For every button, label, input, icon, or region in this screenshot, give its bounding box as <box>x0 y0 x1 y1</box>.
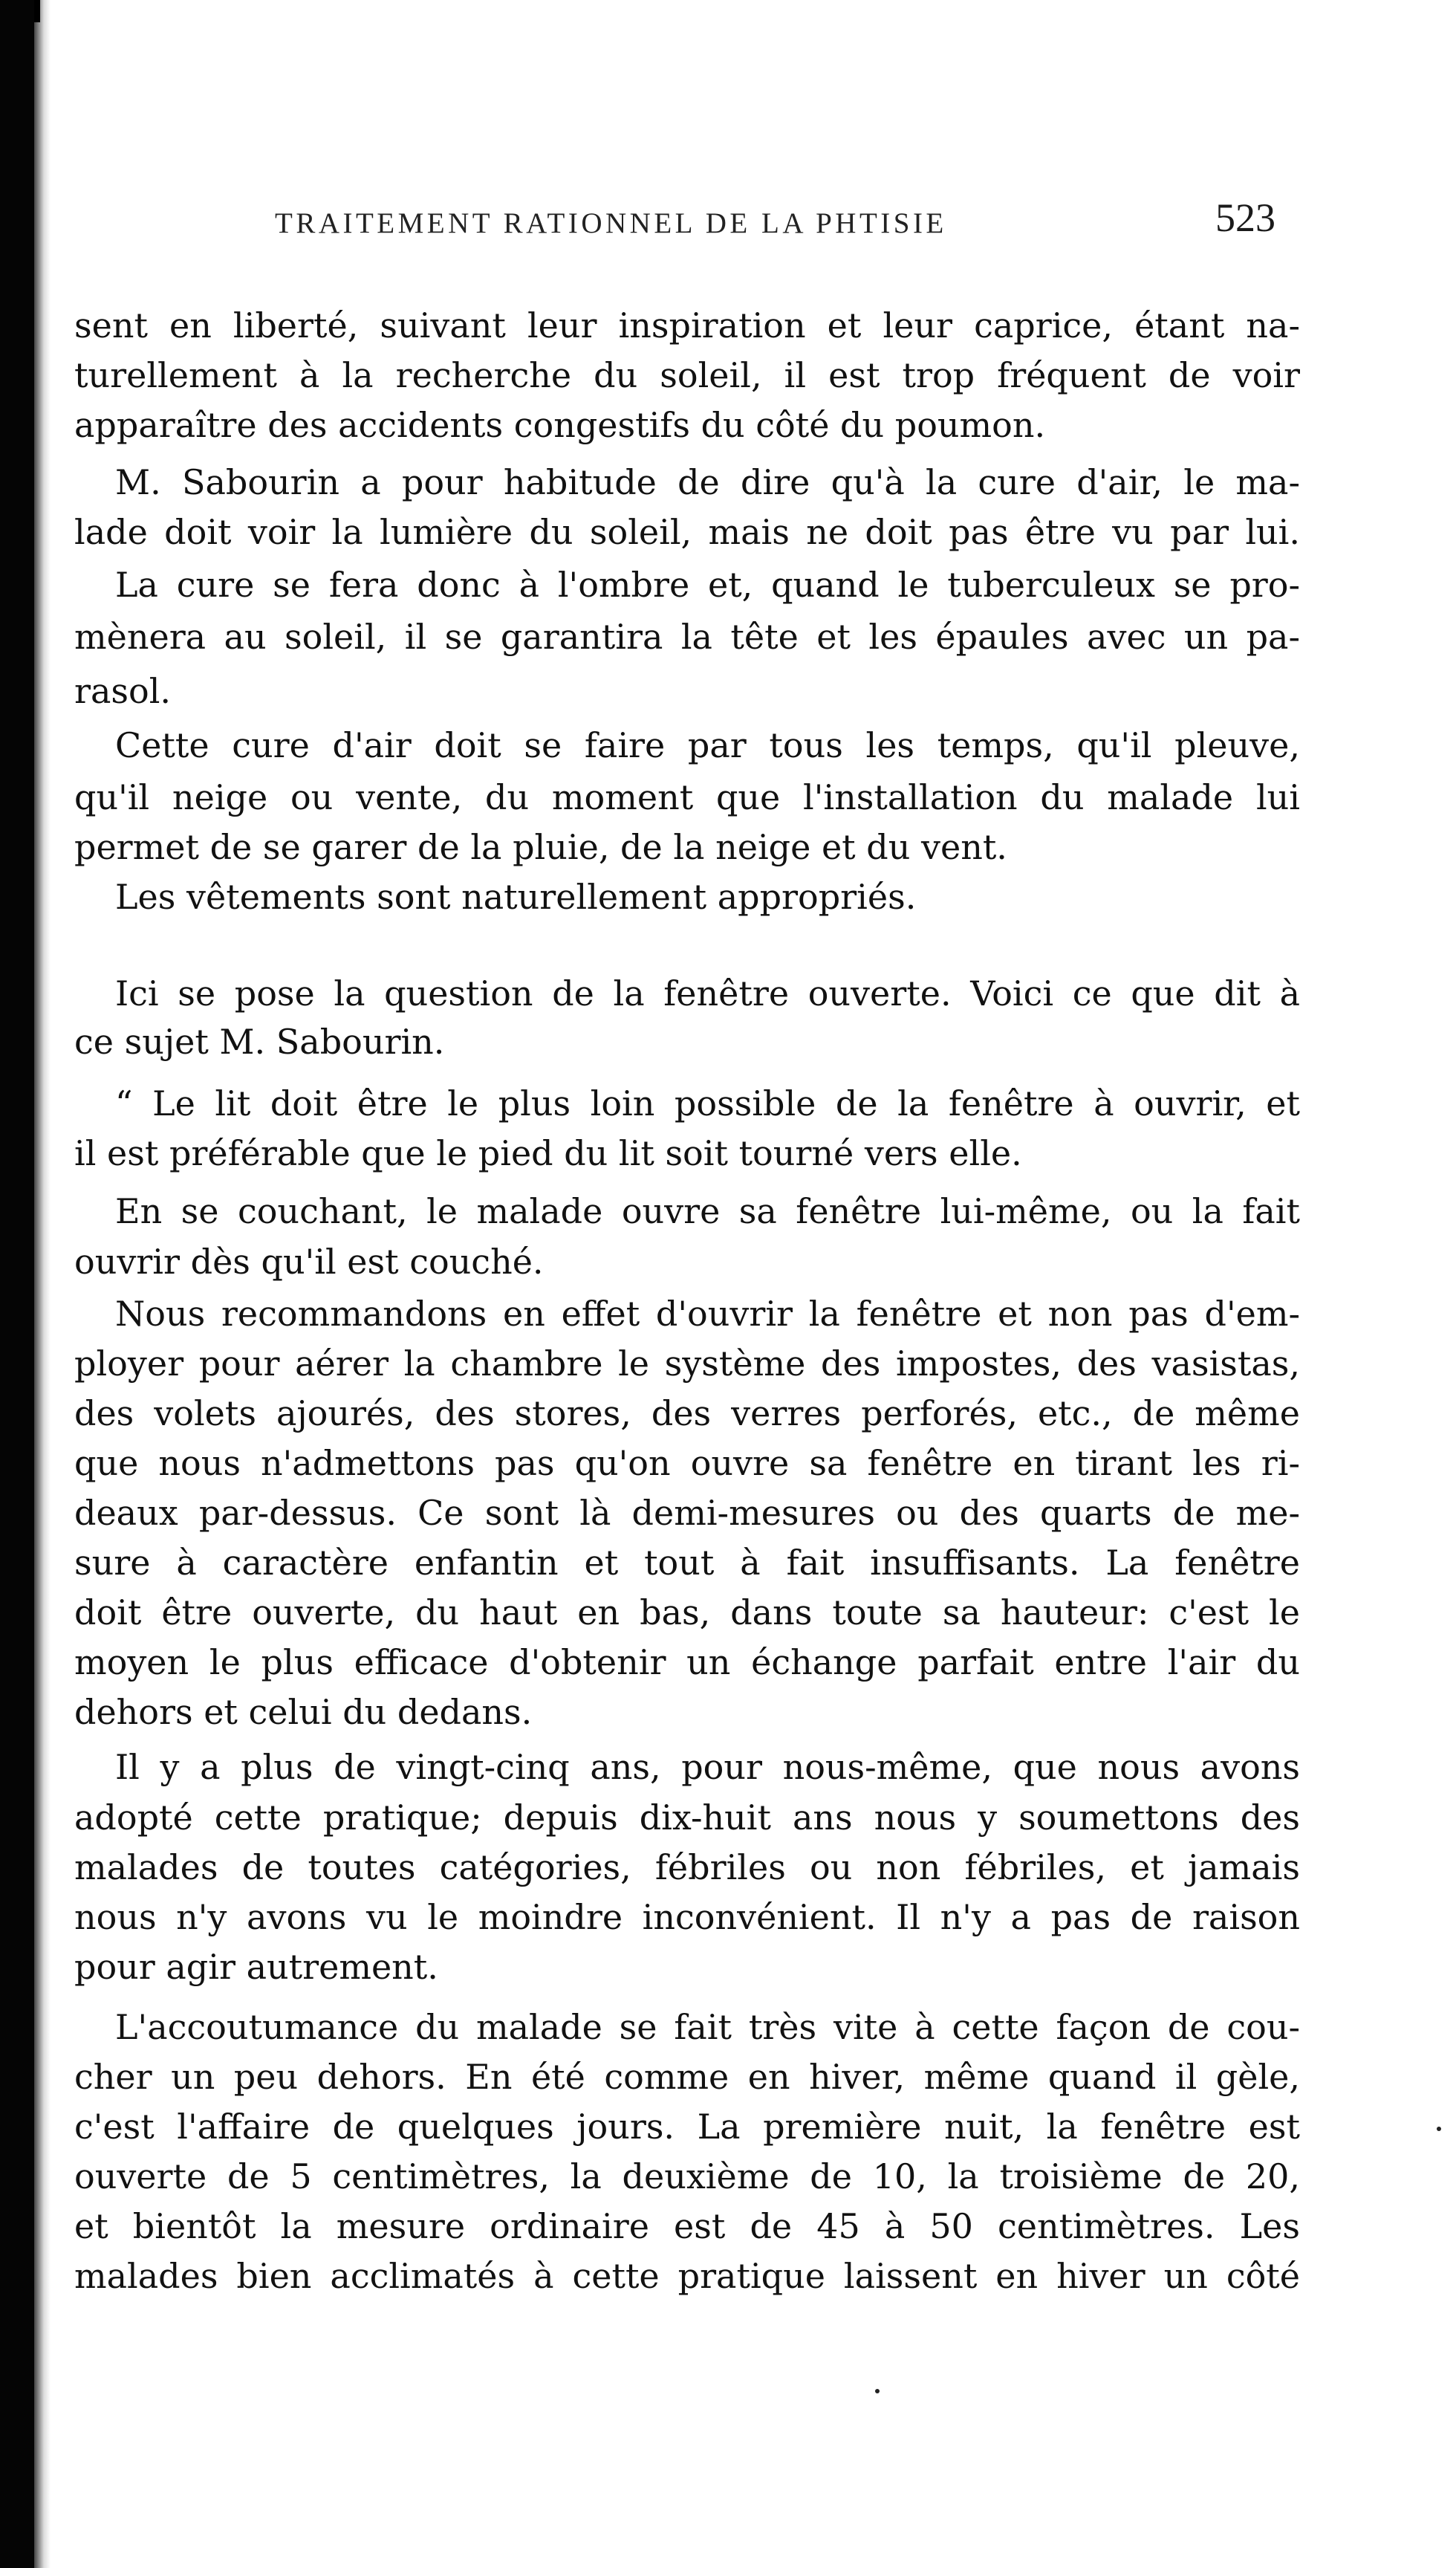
text-line: En se couchant, le malade ouvre sa fenêtre lui-même, ou la fait <box>115 1191 1300 1231</box>
scan-speck <box>1437 2127 1441 2131</box>
text-line: doit être ouverte, du haut en bas, dans toute sa hauteur: c'est le <box>74 1592 1300 1632</box>
text-line: lade doit voir la lumière du soleil, mais ne doit pas être vu par lui. <box>74 512 1300 552</box>
text-line: “ Le lit doit être le plus loin possible de la fenêtre à ouvrir, et <box>115 1083 1300 1124</box>
text-line: pour agir autrement. <box>74 1947 438 1987</box>
text-line: La cure se fera donc à l'ombre et, quand le tuberculeux se pro- <box>115 565 1300 605</box>
text-line: cher un peu dehors. En été comme en hiver, même quand il gèle, <box>74 2057 1300 2097</box>
text-line: malades bien acclimatés à cette pratique laissent en hiver un côté <box>74 2256 1300 2296</box>
text-line: ployer pour aérer la chambre le système des impostes, des vasistas, <box>74 1343 1300 1384</box>
text-line: qu'il neige ou vente, du moment que l'installation du malade lui <box>74 777 1300 817</box>
text-line: malades de toutes catégories, fébriles ou non fébriles, et jamais <box>74 1847 1300 1887</box>
text-line: et bientôt la mesure ordinaire est de 45 à 50 centimètres. Les <box>74 2206 1300 2246</box>
text-line: il est préférable que le pied du lit soit tourné vers elle. <box>74 1133 1022 1173</box>
text-line: adopté cette pratique; depuis dix-huit ans nous y soumettons des <box>74 1797 1300 1838</box>
text-line: moyen le plus efficace d'obtenir un échange parfait entre l'air du <box>74 1642 1300 1682</box>
scan-speck <box>875 2389 880 2393</box>
text-line: nous n'y avons vu le moindre inconvénient. Il n'y a pas de raison <box>74 1897 1300 1937</box>
text-line: turellement à la recherche du soleil, il est trop fréquent de voir <box>74 355 1300 395</box>
text-line: rasol. <box>74 671 172 711</box>
text-line: ce sujet M. Sabourin. <box>74 1022 445 1062</box>
text-line: que nous n'admettons pas qu'on ouvre sa fenêtre en tirant les ri- <box>74 1443 1300 1483</box>
text-line: c'est l'affaire de quelques jours. La première nuit, la fenêtre est <box>74 2107 1300 2147</box>
text-line: Les vêtements sont naturellement appropriés. <box>115 877 917 917</box>
text-line: L'accoutumance du malade se fait très vite à cette façon de cou- <box>115 2007 1300 2047</box>
text-line: M. Sabourin a pour habitude de dire qu'à la cure d'air, le ma- <box>115 462 1300 502</box>
text-line: sent en liberté, suivant leur inspiration et leur caprice, étant na- <box>74 305 1300 346</box>
text-line: Cette cure d'air doit se faire par tous les temps, qu'il pleuve, <box>115 725 1300 765</box>
text-line: sure à caractère enfantin et tout à fait insuffisants. La fenêtre <box>74 1543 1300 1583</box>
text-line: mènera au soleil, il se garantira la tête et les épaules avec un pa- <box>74 617 1300 657</box>
page-number: 523 <box>1215 195 1275 240</box>
text-line: dehors et celui du dedans. <box>74 1692 533 1732</box>
text-line: Il y a plus de vingt-cinq ans, pour nous-même, que nous avons <box>115 1747 1300 1787</box>
text-line: ouvrir dès qu'il est couché. <box>74 1242 544 1282</box>
text-line: des volets ajourés, des stores, des verres perforés, etc., de même <box>74 1393 1300 1433</box>
text-line: apparaître des accidents congestifs du côté du poumon. <box>74 405 1046 445</box>
text-line: deaux par-dessus. Ce sont là demi-mesures ou des quarts de me- <box>74 1493 1300 1533</box>
running-header: TRAITEMENT RATIONNEL DE LA PHTISIE <box>275 207 947 239</box>
text-line: Ici se pose la question de la fenêtre ouverte. Voici ce que dit à <box>115 973 1300 1014</box>
text-line: permet de se garer de la pluie, de la neige et du vent. <box>74 827 1007 867</box>
text-line: ouverte de 5 centimètres, la deuxième de 10, la troisième de 20, <box>74 2156 1300 2196</box>
text-line: Nous recommandons en effet d'ouvrir la fenêtre et non pas d'em- <box>115 1294 1300 1334</box>
